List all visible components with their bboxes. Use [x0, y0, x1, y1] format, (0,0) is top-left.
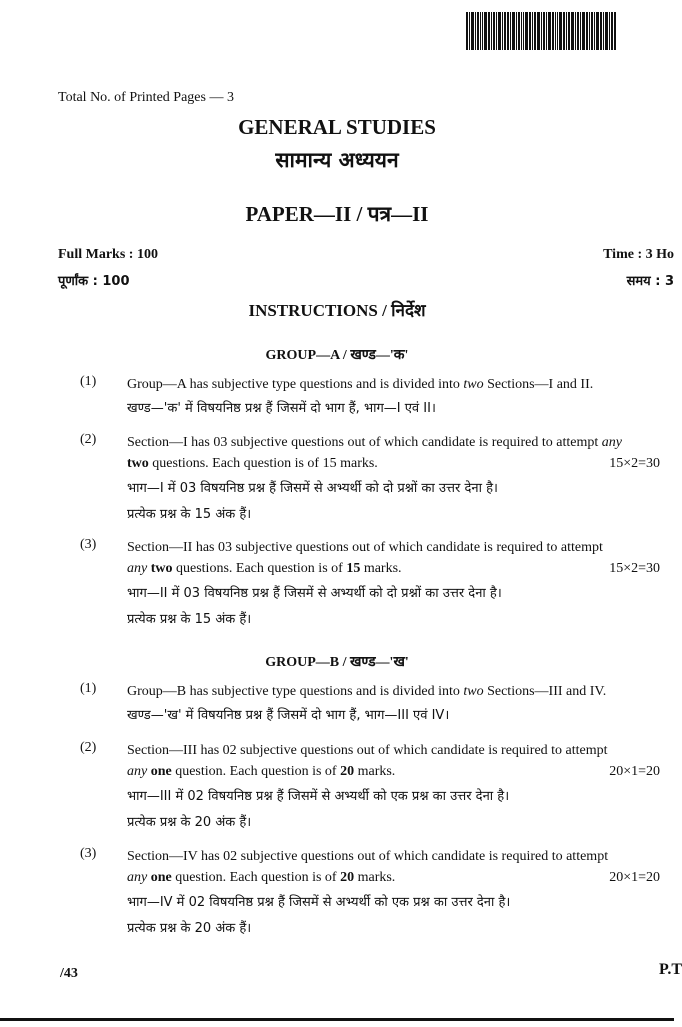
- item-number: (1): [80, 681, 97, 696]
- full-marks: Full Marks : 100: [58, 247, 158, 262]
- item-number: (1): [80, 374, 97, 389]
- group-a-heading: GROUP—A / खण्ड—'क': [265, 348, 409, 363]
- page-title-hindi: सामान्य अध्ययन: [275, 148, 399, 172]
- paper-title: PAPER—II / पत्र—II: [245, 202, 429, 226]
- time-label: Time : 3 Ho: [603, 247, 674, 262]
- item-number: (3): [80, 846, 97, 861]
- barcode: [466, 12, 674, 50]
- score: 15×2=30: [609, 561, 660, 576]
- score: 20×1=20: [609, 764, 660, 779]
- group-b-heading: GROUP—B / खण्ड—'ख': [265, 655, 409, 670]
- item-number: (2): [80, 432, 97, 447]
- item-number: (2): [80, 740, 97, 755]
- item-number: (3): [80, 537, 97, 552]
- printed-pages: Total No. of Printed Pages — 3: [58, 90, 234, 105]
- pto-label: P.T: [659, 961, 682, 978]
- bottom-rule: [0, 1018, 674, 1021]
- instructions-heading: INSTRUCTIONS / निर्देश: [248, 301, 426, 320]
- score: 20×1=20: [609, 870, 660, 885]
- score: 15×2=30: [609, 456, 660, 471]
- page-title: GENERAL STUDIES: [238, 115, 436, 139]
- full-marks-hindi: पूर्णांक : 100: [58, 274, 130, 289]
- paper-code: /43: [60, 966, 78, 981]
- time-label-hindi: समय : 3: [626, 274, 674, 289]
